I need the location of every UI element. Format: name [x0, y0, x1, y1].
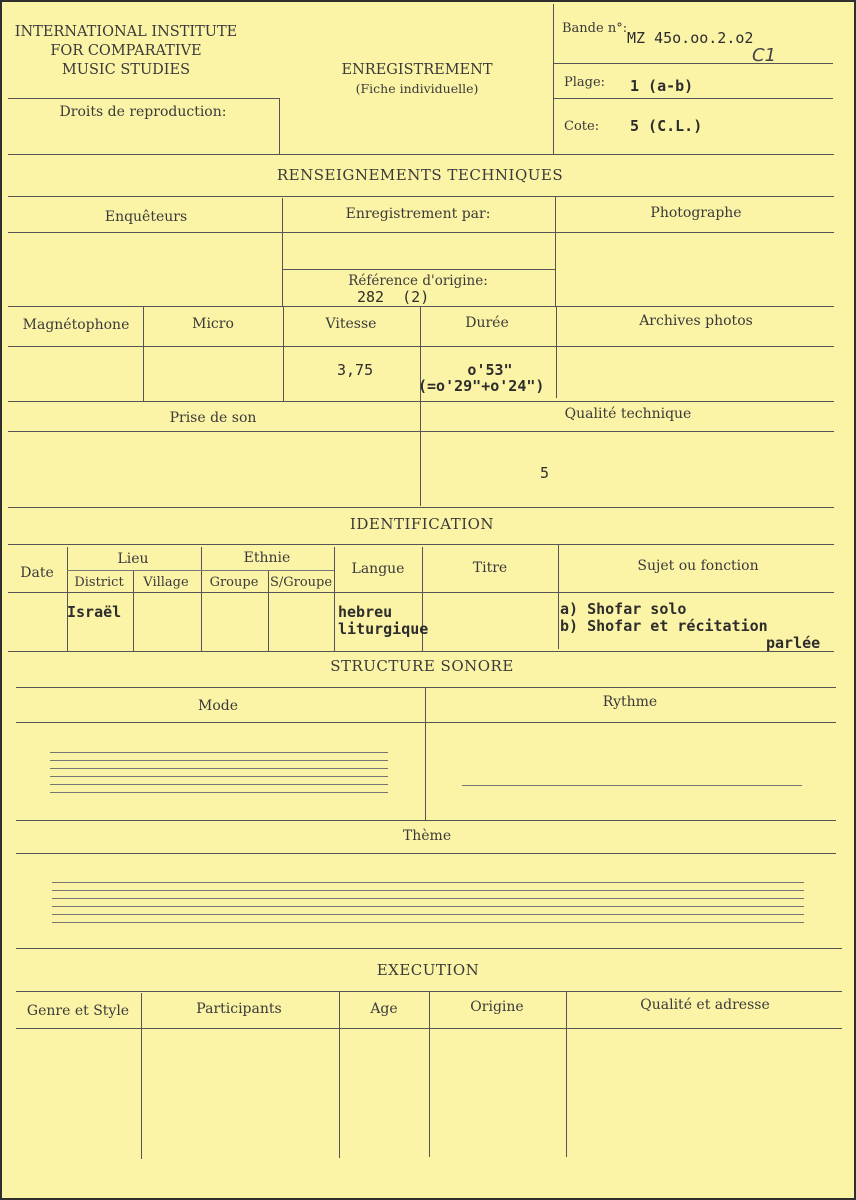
exec-header-rule: [16, 1028, 842, 1029]
section-identification-title: IDENTIFICATION: [349, 515, 495, 533]
rights-top-rule: [8, 98, 279, 99]
mode-writing-line: [50, 792, 388, 793]
reference-rule: [282, 269, 555, 270]
micro-label: Micro: [192, 316, 234, 332]
ethnie-label: Ethnie: [243, 550, 291, 566]
reference-label: Référence d'origine:: [348, 273, 488, 289]
institute-line-3: MUSIC STUDIES: [61, 62, 191, 78]
tech-row3-top-rule: [8, 401, 834, 402]
vitesse-value: 3,75: [337, 361, 374, 379]
rythme-label: Rythme: [602, 694, 658, 710]
exec-divider-1: [141, 993, 142, 1159]
technique-bottom-rule: [8, 507, 834, 508]
theme-writing-line: [52, 906, 804, 907]
tech-row2-header-rule: [8, 346, 834, 347]
rythme-writing-line: [462, 785, 802, 786]
structure-bottom-rule: [16, 948, 842, 949]
vitesse-label: Vitesse: [325, 316, 377, 332]
plage-rule: [553, 98, 833, 99]
sujet-value-line-3: parlée: [766, 634, 821, 652]
section-execution-title: EXECUTION: [376, 961, 480, 979]
id-subheader-rule: [67, 570, 334, 571]
technique-top-rule: [8, 196, 834, 197]
duree-label: Durée: [465, 315, 509, 331]
tech-row2-top-rule: [8, 306, 834, 307]
bande-label: Bande n°:: [562, 21, 628, 36]
qualite-value: 5: [540, 464, 550, 482]
id-divider-ethnie: [334, 547, 335, 651]
archives-label: Archives photos: [639, 313, 753, 329]
cote-value: 5 (C.L.): [630, 117, 703, 135]
header-divider: [553, 4, 554, 154]
mode-writing-line: [50, 760, 388, 761]
prise-label: Prise de son: [169, 410, 257, 426]
age-label: Age: [370, 1001, 398, 1017]
form-subtitle: (Fiche individuelle): [355, 81, 479, 96]
mode-writing-line: [50, 776, 388, 777]
plage-value: 1 (a-b): [630, 77, 694, 95]
id-divider-lieu: [201, 547, 202, 651]
institute-line-1: INTERNATIONAL INSTITUTE: [14, 24, 238, 40]
theme-header-rule: [16, 853, 836, 854]
mode-writing-line: [50, 752, 388, 753]
rights-label: Droits de reproduction:: [59, 104, 227, 120]
theme-writing-line: [52, 890, 804, 891]
duree-value-line-2: (=o'29"+o'24"): [418, 377, 545, 395]
id-divider-groupe: [268, 570, 269, 651]
id-divider-date: [67, 547, 68, 651]
origine-label: Origine: [470, 999, 524, 1015]
qualite-label: Qualité technique: [564, 406, 692, 422]
village-label: Village: [143, 575, 189, 590]
id-header-rule: [8, 592, 834, 593]
mode-writing-line: [50, 768, 388, 769]
tech-col-divider-2: [555, 196, 556, 306]
cote-label: Cote:: [564, 119, 600, 134]
participants-label: Participants: [196, 1001, 282, 1017]
tech-col-divider-1: [282, 198, 283, 306]
bande-handwritten-note: C1: [752, 45, 777, 66]
section-technique-title: RENSEIGNEMENTS TECHNIQUES: [276, 166, 564, 184]
theme-label: Thème: [402, 828, 452, 844]
langue-value-line-2: liturgique: [338, 620, 429, 638]
tech-row3-header-rule: [8, 431, 834, 432]
sujet-label: Sujet ou fonction: [637, 558, 759, 574]
lieu-label: Lieu: [117, 551, 149, 567]
theme-writing-line: [52, 922, 804, 923]
titre-label: Titre: [472, 560, 508, 576]
tech-row2-divider-4: [556, 306, 557, 398]
header-bottom-rule: [8, 154, 834, 155]
sgroupe-label: S/Groupe: [269, 575, 333, 590]
id-divider-district: [133, 570, 134, 651]
mode-writing-line: [50, 784, 388, 785]
identification-top-rule: [8, 544, 834, 545]
institute-line-2: FOR COMPARATIVE: [50, 43, 202, 59]
genre-label: Genre et Style: [26, 1003, 130, 1019]
tech-row2-divider-1: [143, 306, 144, 402]
rights-divider: [279, 98, 280, 154]
exec-divider-3: [429, 991, 430, 1157]
exec-divider-2: [339, 992, 340, 1158]
structure-top-rule: [16, 687, 836, 688]
photographe-label: Photographe: [650, 205, 742, 221]
sujet-value-line-1: a) Shofar solo: [560, 600, 687, 618]
sujet-value-line-2: b) Shofar et récitation: [560, 617, 768, 635]
bande-value: MZ 45o.oo.2.o2: [627, 29, 754, 47]
reference-value: 282 (2): [357, 288, 430, 306]
bande-rule: [553, 63, 833, 64]
magnetophone-label: Magnétophone: [22, 317, 130, 333]
plage-label: Plage:: [564, 75, 606, 90]
langue-label: Langue: [351, 561, 405, 577]
mode-label: Mode: [197, 698, 239, 714]
theme-writing-line: [52, 882, 804, 883]
structure-header-rule: [16, 722, 836, 723]
theme-writing-line: [52, 914, 804, 915]
identification-bottom-rule: [8, 651, 834, 652]
duree-value-line-1: o'53": [467, 361, 513, 379]
district-label: District: [74, 575, 124, 590]
exec-divider-4: [566, 991, 567, 1157]
id-divider-titre: [558, 545, 559, 649]
qualite-adresse-label: Qualité et adresse: [640, 997, 770, 1013]
enqueteurs-label: Enquêteurs: [104, 209, 188, 225]
tech-row2-divider-2: [283, 306, 284, 402]
date-label: Date: [20, 565, 54, 581]
structure-divider: [425, 687, 426, 820]
groupe-label: Groupe: [209, 575, 259, 590]
langue-value-line-1: hebreu: [338, 603, 393, 621]
form-title: ENREGISTREMENT: [341, 62, 493, 78]
theme-writing-line: [52, 898, 804, 899]
theme-top-rule: [16, 820, 836, 821]
tech-header-rule: [8, 232, 834, 233]
tech-row2-divider-3: [420, 306, 421, 506]
enregistrement-par-label: Enregistrement par:: [345, 206, 491, 222]
district-value: Israël: [67, 603, 122, 621]
section-structure-title: STRUCTURE SONORE: [330, 657, 514, 675]
